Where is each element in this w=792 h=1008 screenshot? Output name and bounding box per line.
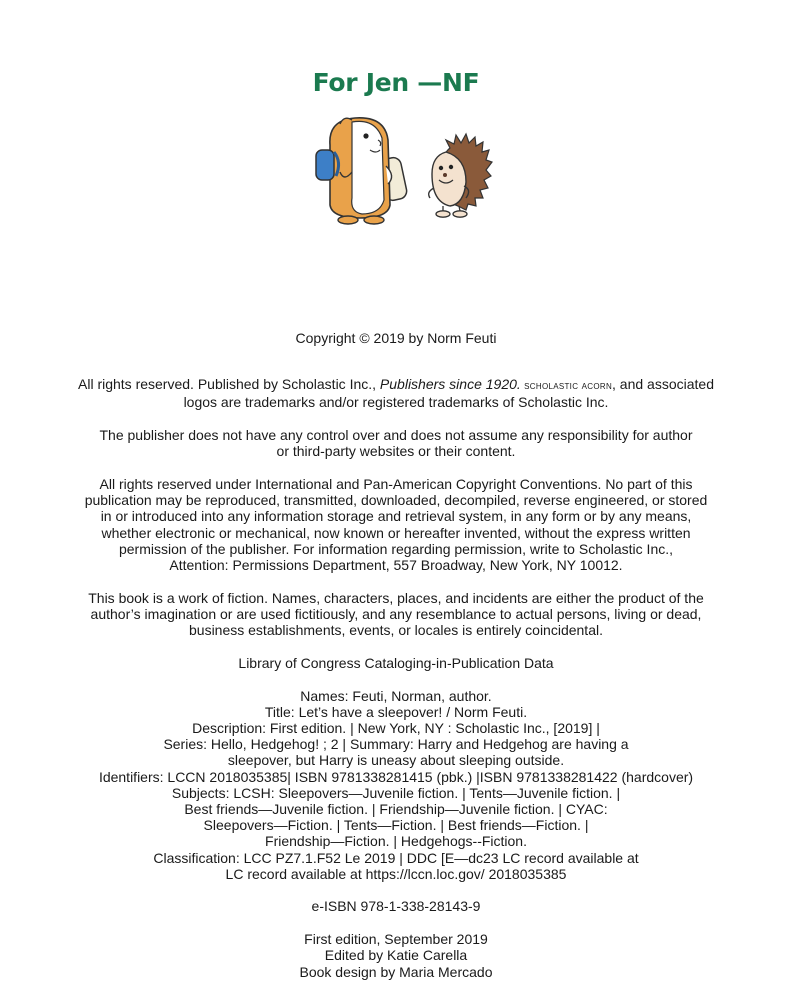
copyright-page-text xyxy=(60,330,732,980)
credits-line: Book design by Maria Mercado xyxy=(299,963,493,980)
conventions-line: permission of the publisher. For information regarding permission, write to Scholastic Inc., xyxy=(118,540,674,557)
imprint-name: scholastic acorn xyxy=(520,380,613,393)
cip-line: Friendship—Fiction. | Hedgehogs--Fiction. xyxy=(265,833,527,850)
publisher-notice-line: or third-party websites or their content. xyxy=(276,443,516,460)
cip-line: LC record available at https://lccn.loc.gov/ 2018035385 xyxy=(225,865,567,882)
cip-line: Best friends—Juvenile fiction. | Friendship—Juvenile fiction. | CYAC: xyxy=(184,800,608,817)
cip-line: Sleepovers—Fiction. | Tents—Fiction. | Best friends—Fiction. | xyxy=(203,817,589,834)
publisher-tagline: Publishers since 1920. xyxy=(379,376,521,393)
dedication: For Jen —NF xyxy=(312,68,480,97)
conventions-line: Attention: Permissions Department, 557 Broadway, New York, NY 10012. xyxy=(169,557,623,574)
conventions-line: All rights reserved under International and Pan-American Copyright Conventions. No part of this xyxy=(99,476,693,493)
conventions-line: whether electronic or mechanical, now known or hereafter invented, without the express written xyxy=(101,524,691,541)
cip-line: Names: Feuti, Norman, author. xyxy=(300,687,492,704)
credits-line: Edited by Katie Carella xyxy=(324,947,468,964)
cip-line: Title: Let’s have a sleepover! / Norm Feuti. xyxy=(264,703,528,720)
cip-line: sleepover, but Harry is uneasy about sleeping outside. xyxy=(227,752,565,769)
hedgehog-illustration xyxy=(429,134,492,217)
guinea-pig-and-hedgehog-illustration xyxy=(300,110,500,235)
rights-reserved-line-1: All rights reserved. Published by Scholastic Inc., Publishers since 1920. scholastic acorn, and associated xyxy=(78,376,714,393)
cip-line: Identifiers: LCCN 2018035385| ISBN 9781338281415 (pbk.) |ISBN 9781338281422 (hardcover) xyxy=(98,768,694,785)
conventions-line: in or introduced into any information storage and retrieval system, in any form or by any means, xyxy=(100,508,692,525)
guinea-pig-illustration xyxy=(316,118,408,224)
rights-reserved-line-2: logos are trademarks and/or registered trademarks of Scholastic Inc. xyxy=(183,394,609,411)
cip-line: Subjects: LCSH: Sleepovers—Juvenile fiction. | Tents—Juvenile fiction. | xyxy=(171,784,621,801)
eisbn-line: e-ISBN 978-1-338-28143-9 xyxy=(311,898,481,915)
fiction-notice-line: business establishments, events, or locales is entirely coincidental. xyxy=(189,622,603,639)
cip-heading: Library of Congress Cataloging-in-Publication Data xyxy=(238,654,554,671)
fiction-notice-line: This book is a work of fiction. Names, characters, places, and incidents are either the product of the xyxy=(88,589,704,606)
credits-line: First edition, September 2019 xyxy=(304,931,488,948)
publisher-notice-line: The publisher does not have any control over and does not assume any responsibility for author xyxy=(99,427,693,444)
conventions-line: publication may be reproduced, transmitted, downloaded, decompiled, reverse engineered, or stored xyxy=(84,492,708,509)
copyright-line: Copyright © 2019 by Norm Feuti xyxy=(295,330,497,346)
fiction-notice-line: author’s imagination or are used fictitiously, and any resemblance to actual persons, living or dead, xyxy=(90,605,702,622)
cip-line: Series: Hello, Hedgehog! ; 2 | Summary: Harry and Hedgehog are having a xyxy=(163,736,629,753)
cip-line: Description: First edition. | New York, NY : Scholastic Inc., [2019] | xyxy=(192,719,600,736)
cip-line: Classification: LCC PZ7.1.F52 Le 2019 | DDC [E—dc23 LC record available at xyxy=(153,849,639,866)
